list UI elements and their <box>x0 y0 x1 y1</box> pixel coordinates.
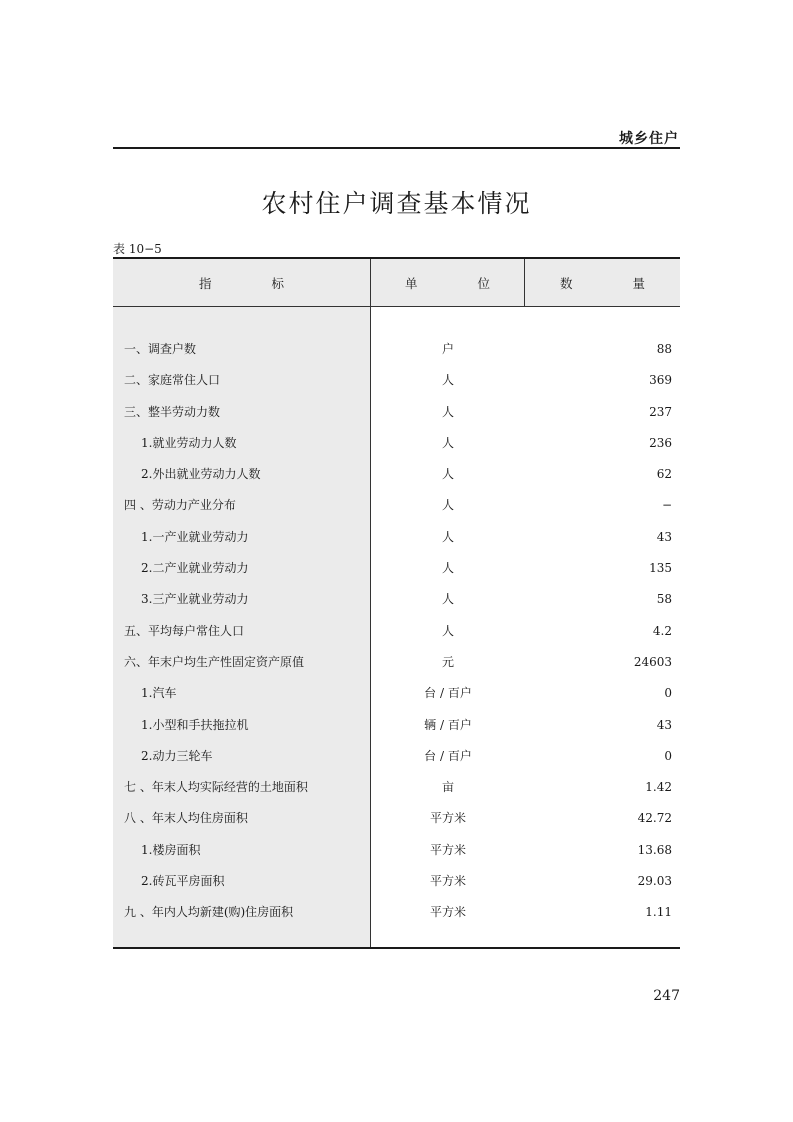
column-header-indicator <box>113 259 371 306</box>
table-row <box>113 647 680 678</box>
table-row <box>113 490 680 521</box>
column-header-unit <box>371 259 525 306</box>
indicator-name: 八 、年末人均住房面积 <box>124 811 248 826</box>
unit-cell: 人 <box>441 435 454 450</box>
unit-cell: 辆 / 百户 <box>424 717 472 732</box>
table-row <box>113 803 680 834</box>
indicator-name: 2.砖瓦平房面积 <box>141 874 225 889</box>
indicator-name: 1.楼房面积 <box>141 842 201 857</box>
table-row <box>113 365 680 396</box>
page-number: 247 <box>653 988 680 1004</box>
column-header-quantity-label: 数 量 <box>560 275 673 291</box>
unit-cell: 台 / 百户 <box>424 748 472 763</box>
indicator-name: 1.汽车 <box>141 686 177 701</box>
unit-cell: 平方米 <box>429 811 466 826</box>
unit-cell: 元 <box>441 654 454 669</box>
indicator-name: 三、整半劳动力数 <box>124 404 221 419</box>
table-row <box>113 584 680 615</box>
table-row <box>113 459 680 490</box>
quantity-cell: 1.11 <box>645 905 672 920</box>
table-row <box>113 741 680 772</box>
quantity-cell: 0 <box>664 748 672 763</box>
indicator-name: 七 、年末人均实际经营的土地面积 <box>124 780 308 795</box>
quantity-cell: 42.72 <box>637 811 672 826</box>
indicator-name: 九 、年内人均新建(购)住房面积 <box>124 905 294 920</box>
column-header-quantity <box>525 259 680 306</box>
indicator-name: 五、平均每户常住人口 <box>124 623 245 638</box>
unit-cell: 台 / 百户 <box>424 686 472 701</box>
table-number: 表 10−5 <box>113 242 162 256</box>
unit-cell: 人 <box>441 404 454 419</box>
indicator-name: 1.一产业就业劳动力 <box>141 529 249 544</box>
table-row <box>113 678 680 709</box>
column-header-unit-label: 单 位 <box>405 275 518 291</box>
table-row <box>113 710 680 741</box>
table-body <box>113 334 680 929</box>
table-row <box>113 835 680 866</box>
table-row <box>113 334 680 365</box>
indicator-name: 1.就业劳动力人数 <box>141 435 237 450</box>
unit-cell: 人 <box>441 467 454 482</box>
quantity-cell: − <box>661 498 672 513</box>
unit-cell: 平方米 <box>429 874 466 889</box>
section-label: 城乡住户 <box>619 131 679 147</box>
table-row <box>113 616 680 647</box>
table-row <box>113 772 680 803</box>
quantity-cell: 58 <box>656 592 672 607</box>
unit-cell: 户 <box>441 342 454 356</box>
unit-cell: 亩 <box>441 780 454 795</box>
indicator-name: 一、调查户数 <box>124 342 197 356</box>
quantity-cell: 135 <box>649 561 672 576</box>
table-row <box>113 397 680 428</box>
indicator-name: 2.动力三轮车 <box>141 748 213 763</box>
indicator-name: 二、家庭常住人口 <box>124 373 221 388</box>
indicator-name: 1.小型和手扶拖拉机 <box>141 717 249 732</box>
quantity-cell: 43 <box>656 717 672 732</box>
table-row <box>113 897 680 928</box>
data-table <box>113 257 680 949</box>
quantity-cell: 29.03 <box>637 874 672 889</box>
unit-cell: 平方米 <box>429 905 466 920</box>
indicator-name: 2.二产业就业劳动力 <box>141 561 249 576</box>
quantity-cell: 13.68 <box>637 842 672 857</box>
unit-cell: 人 <box>441 529 454 544</box>
quantity-cell: 1.42 <box>645 780 672 795</box>
indicator-name: 2.外出就业劳动力人数 <box>141 467 261 482</box>
indicator-name: 3.三产业就业劳动力 <box>141 592 249 607</box>
header-rule <box>113 147 680 149</box>
table-row <box>113 553 680 584</box>
quantity-cell: 62 <box>656 467 672 482</box>
quantity-cell: 88 <box>656 342 672 356</box>
unit-cell: 人 <box>441 373 454 388</box>
table-row <box>113 866 680 897</box>
unit-cell: 人 <box>441 498 454 513</box>
quantity-cell: 43 <box>656 529 672 544</box>
quantity-cell: 237 <box>649 404 672 419</box>
unit-cell: 人 <box>441 561 454 576</box>
quantity-cell: 236 <box>649 435 672 450</box>
quantity-cell: 369 <box>649 373 672 388</box>
quantity-cell: 4.2 <box>652 623 672 638</box>
quantity-cell: 24603 <box>633 654 672 669</box>
table-header <box>113 259 680 307</box>
column-header-indicator-label: 指 标 <box>199 275 312 291</box>
unit-cell: 平方米 <box>429 842 466 857</box>
unit-cell: 人 <box>441 592 454 607</box>
page-title: 农村住户调查基本情况 <box>261 189 532 218</box>
table-row <box>113 428 680 459</box>
unit-cell: 人 <box>441 623 454 638</box>
indicator-name: 四 、劳动力产业分布 <box>124 498 236 513</box>
quantity-cell: 0 <box>664 686 672 701</box>
table-row <box>113 522 680 553</box>
indicator-name: 六、年末户均生产性固定资产原值 <box>124 654 305 669</box>
